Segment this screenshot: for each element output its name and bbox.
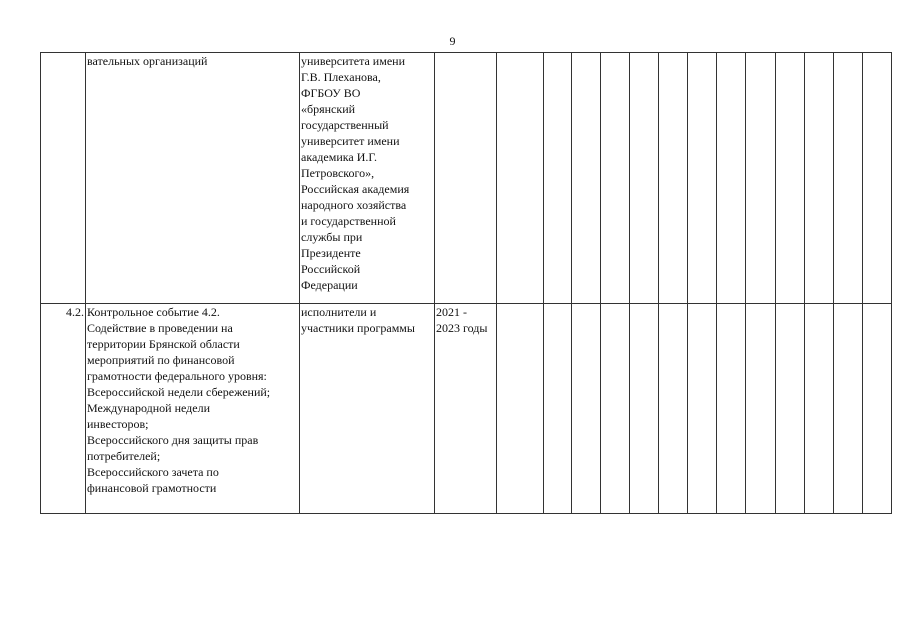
event-line: грамотности федерального уровня: [87,369,267,383]
executors-line: Президенте [301,246,361,260]
event-line: территории Брянской области [87,337,240,351]
event-line: Контрольное событие 4.2. [87,305,220,319]
event-line: Всероссийского зачета по [87,465,219,479]
empty-cell [688,53,717,304]
executors-line: университета имени [301,54,405,68]
event-line: Международной недели [87,401,211,415]
executors-cell [300,53,435,304]
executors-line: Российская академия [301,182,410,196]
empty-cell [717,304,746,514]
executors-line: ФГБОУ ВО [301,86,361,100]
table-row [41,53,892,304]
empty-cell [717,53,746,304]
executors-cell [300,304,435,514]
empty-cell [630,53,659,304]
empty-cell [746,304,776,514]
executors-line: участники программы [301,321,415,335]
event-cell [86,304,300,514]
empty-cell [746,53,776,304]
event-line: финансовой грамотности [87,481,217,495]
empty-cell [572,304,601,514]
row-number [41,53,86,304]
event-line: инвесторов; [87,417,149,431]
empty-cell [834,304,863,514]
executors-line: Российской [301,262,361,276]
period-cell [435,53,497,304]
empty-cell [688,304,717,514]
plan-table [40,52,892,514]
executors-line: академика И.Г. [301,150,377,164]
event-line: потребителей; [87,449,161,463]
empty-cell [601,304,630,514]
event-cell [86,53,300,304]
executors-line: Федерации [301,278,358,292]
executors-line: Петровского», [301,166,375,180]
empty-cell [659,53,688,304]
empty-cell [776,53,805,304]
period-line: 2023 годы [436,321,488,335]
table-row [41,304,892,514]
event-line: Содействие в проведении на [87,321,233,335]
period-cell [435,304,497,514]
executors-line: университет имени [301,134,400,148]
empty-cell [834,53,863,304]
row-number: 4.2. [41,304,86,514]
empty-cell [659,304,688,514]
period-line: 2021 - [436,305,467,319]
empty-cell [544,53,572,304]
executors-line: службы при [301,230,363,244]
executors-line: и государственной [301,214,396,228]
empty-cell [805,304,834,514]
empty-cell [497,304,544,514]
empty-cell [863,53,892,304]
empty-cell [863,304,892,514]
empty-cell [497,53,544,304]
event-line: Всероссийской недели сбережений; [87,385,271,399]
event-line: вательных организаций [87,54,208,68]
empty-cell [776,304,805,514]
executors-line: «брянский [301,102,356,116]
executors-line: народного хозяйства [301,198,407,212]
executors-line: государственный [301,118,389,132]
page-number: 9 [449,34,456,48]
executors-line: Г.В. Плеханова, [301,70,381,84]
event-line: Всероссийского дня защиты прав [87,433,259,447]
executors-line: исполнители и [301,305,377,319]
empty-cell [572,53,601,304]
empty-cell [544,304,572,514]
empty-cell [805,53,834,304]
empty-cell [601,53,630,304]
event-line: мероприятий по финансовой [87,353,235,367]
empty-cell [630,304,659,514]
